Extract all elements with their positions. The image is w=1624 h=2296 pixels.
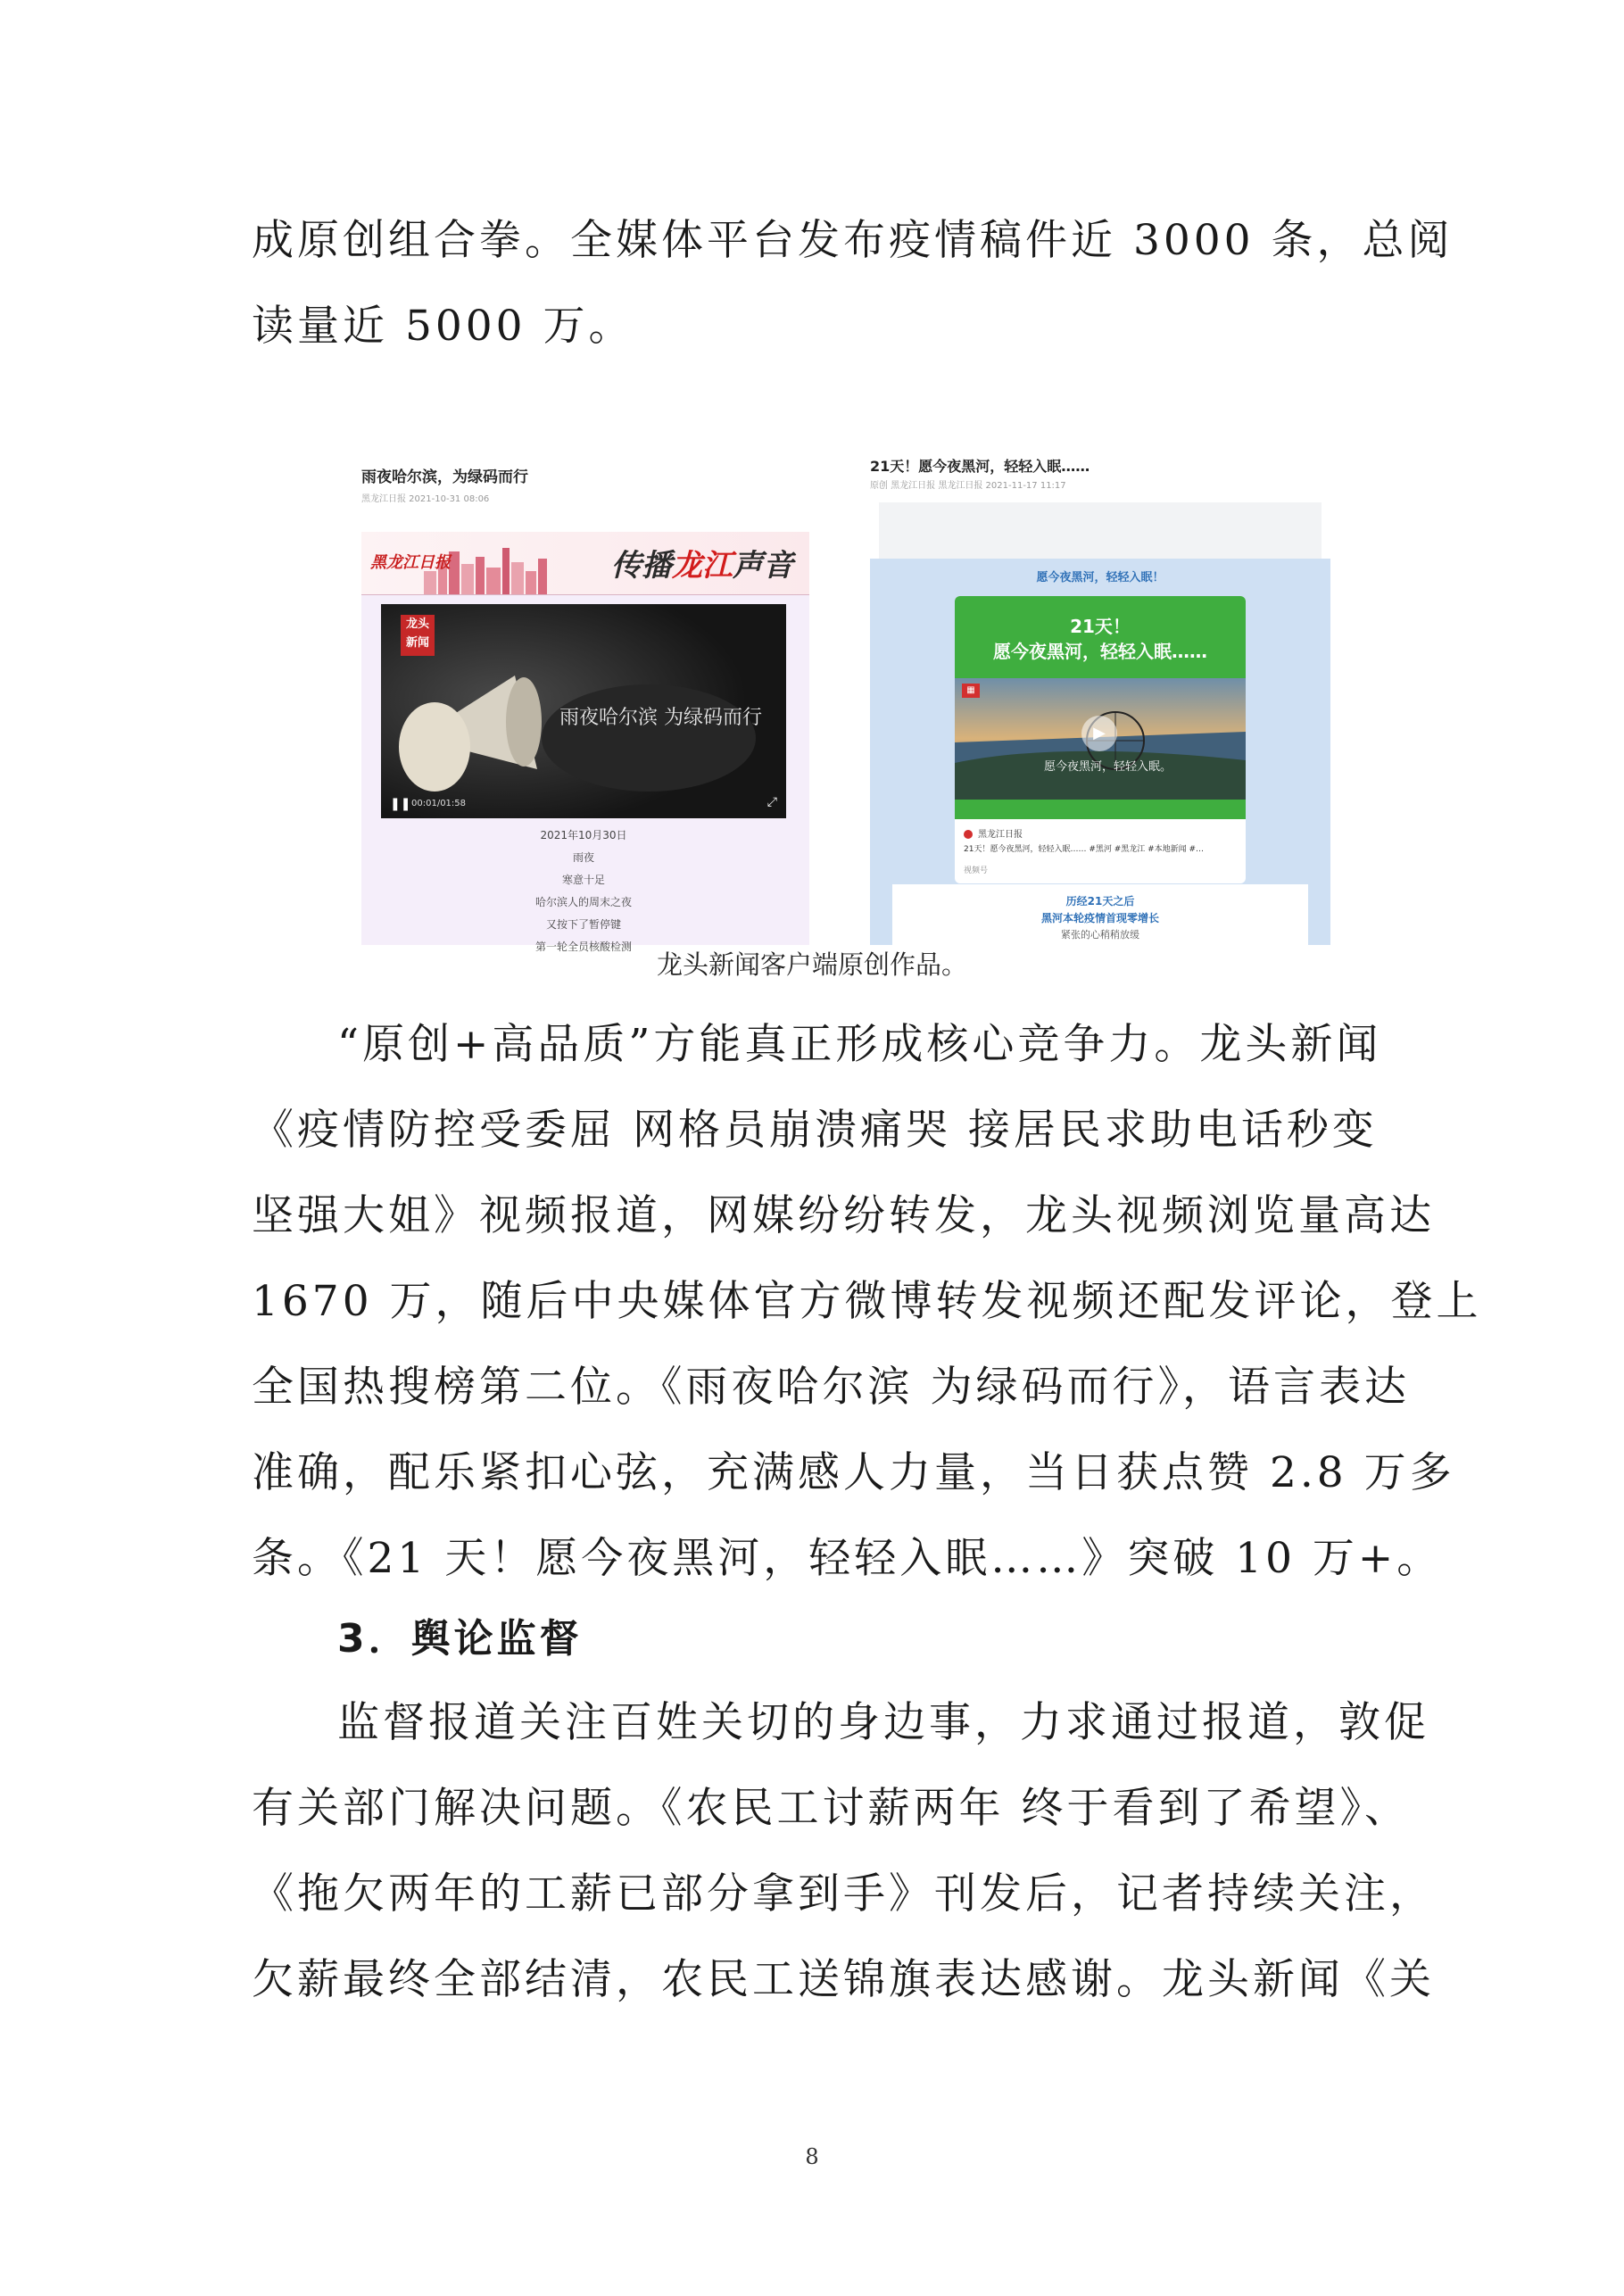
fullscreen-icon[interactable]: ⤢ bbox=[766, 795, 777, 809]
screenshot-right bbox=[870, 451, 1330, 945]
text-line: 条。《21 天！愿今夜黑河，轻轻入眠……》突破 10 万+。 bbox=[252, 1534, 1443, 1583]
source-avatar-icon bbox=[964, 830, 973, 839]
video-caption: 雨夜哈尔滨 为绿码而行 bbox=[559, 707, 762, 729]
video-thumbnail bbox=[955, 678, 1246, 800]
paragraph-top bbox=[252, 198, 1454, 369]
text-line: 1670 万，随后中央媒体官方微博转发视频还配发评论，登上 bbox=[252, 1277, 1482, 1326]
slogan-part: 传播 bbox=[611, 548, 672, 584]
text-line: “原创+高品质”方能真正形成核心竞争力。龙头新闻 bbox=[337, 1020, 1382, 1069]
banner bbox=[361, 532, 809, 597]
article-line: 第一轮全员核酸检测 bbox=[534, 941, 632, 953]
paragraph-main bbox=[252, 1002, 1482, 1602]
video-controls bbox=[381, 788, 786, 818]
card-title bbox=[955, 614, 1246, 664]
text-line: 坚强大姐》视频报道，网媒纷纷转发，龙头视频浏览量高达 bbox=[252, 1191, 1435, 1240]
play-icon[interactable]: ▶ bbox=[1081, 716, 1117, 751]
skyline-icon bbox=[424, 544, 602, 594]
pause-icon[interactable]: ❚❚ bbox=[390, 797, 411, 811]
article-title: 21天！愿今夜黑河，轻轻入眠…… bbox=[870, 458, 1090, 475]
card-title-line: 愿今夜黑河，轻轻入眠…… bbox=[993, 641, 1207, 662]
article-meta: 原创 黑龙江日报 黑龙江日报 2021-11-17 11:17 bbox=[870, 481, 1066, 491]
logo-text: 龙头 bbox=[405, 618, 429, 631]
banner-slogan bbox=[611, 541, 793, 584]
video-time: 00:01/01:58 bbox=[411, 799, 467, 808]
text-line: 《拖欠两年的工薪已部分拿到手》刊发后，记者持续关注， bbox=[252, 1869, 1435, 1919]
channel-logo-icon: ▦ bbox=[962, 684, 980, 698]
top-placeholder bbox=[879, 502, 1322, 559]
card-description: 21天！愿今夜黑河，轻轻入眠…… #黑河 #黑龙江 #本地新闻 #… bbox=[964, 845, 1205, 854]
article-line: 紧张的心稍稍放缓 bbox=[1061, 929, 1139, 941]
text-line: 《疫情防控受委屈 网格员崩溃痛哭 接居民求助电话秒变 bbox=[252, 1106, 1378, 1155]
text-line: 欠薪最终全部结清，农民工送锦旗表达感谢。龙头新闻《关 bbox=[252, 1955, 1435, 2004]
text-line: 成原创组合拳。全媒体平台发布疫情稿件近 3000 条，总阅 bbox=[252, 216, 1454, 265]
thumbnail-caption: 愿今夜黑河，轻轻入眠。 bbox=[1044, 760, 1172, 774]
card-cover bbox=[955, 596, 1246, 819]
video-player[interactable] bbox=[381, 604, 786, 818]
section-heading: 3．舆论监督 bbox=[337, 1616, 583, 1662]
text-line: 读量近 5000 万。 bbox=[252, 302, 634, 351]
logo-text: 新闻 bbox=[405, 636, 429, 650]
news-logo bbox=[401, 615, 435, 656]
card-title-line: 21天！ bbox=[1070, 616, 1131, 637]
article-line: 黑河本轮疫情首现零增长 bbox=[1040, 912, 1159, 924]
figure-caption: 龙头新闻客户端原创作品。 bbox=[656, 949, 967, 980]
source-name: 黑龙江日报 bbox=[978, 830, 1023, 840]
newspaper-logo: 黑龙江日报 bbox=[370, 553, 451, 572]
card-source bbox=[964, 826, 1023, 840]
page-number: 8 bbox=[805, 2144, 819, 2169]
article-line: 历经21天之后 bbox=[1065, 895, 1135, 908]
article-line: 哈尔滨人的周末之夜 bbox=[534, 896, 632, 908]
article-lines bbox=[381, 825, 786, 958]
section-header: 愿今夜黑河，轻轻入眠！ bbox=[1036, 571, 1164, 584]
article-continuation bbox=[892, 884, 1308, 945]
article-line: 雨夜 bbox=[572, 851, 594, 864]
card-footer: 视频号 bbox=[964, 866, 989, 875]
video-card[interactable] bbox=[955, 596, 1246, 883]
article-line: 寒意十足 bbox=[561, 874, 605, 886]
screenshot-left bbox=[361, 457, 809, 953]
text-line: 有关部门解决问题。《农民工讨薪两年 终于看到了希望》、 bbox=[252, 1784, 1410, 1833]
article-meta: 黑龙江日报 2021-10-31 08:06 bbox=[361, 494, 490, 504]
article-title: 雨夜哈尔滨，为绿码而行 bbox=[361, 468, 528, 486]
text-line: 监督报道关注百姓关切的身边事，力求通过报道，敦促 bbox=[337, 1698, 1429, 1747]
text-line: 准确，配乐紧扣心弦，充满感人力量，当日获点赞 2.8 万多 bbox=[252, 1448, 1455, 1497]
slogan-part: 龙江 bbox=[672, 548, 733, 584]
text-line: 全国热搜榜第二位。《雨夜哈尔滨 为绿码而行》，语言表达 bbox=[252, 1363, 1410, 1412]
paragraph-bottom bbox=[252, 1680, 1435, 2023]
slogan-part: 声音 bbox=[733, 548, 793, 584]
article-line: 2021年10月30日 bbox=[540, 829, 627, 841]
article-line: 又按下了暂停键 bbox=[545, 918, 621, 931]
